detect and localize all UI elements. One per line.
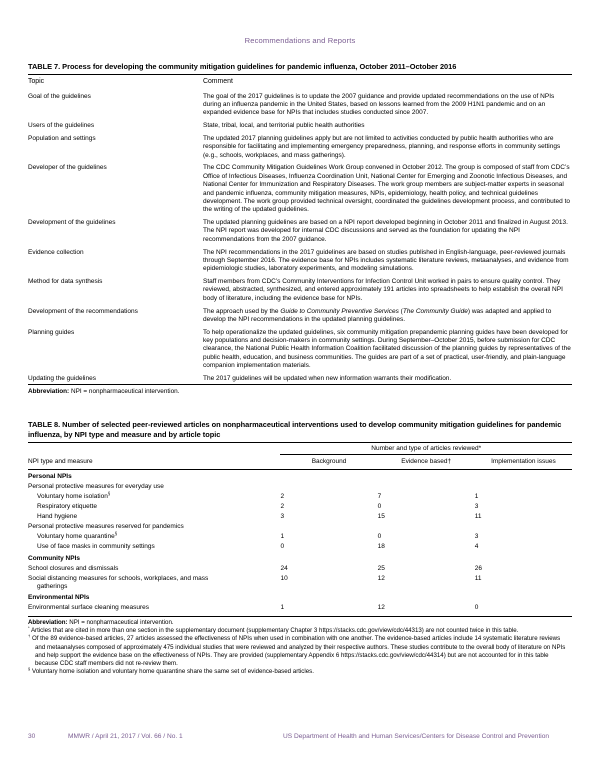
row-sub-label: Environmental surface cleaning measures [28,604,150,612]
row-value [280,522,377,532]
row-value [378,522,475,532]
footnote-marker-dagger: † [28,633,31,639]
table-7-comment: The 2017 guidelines will be updated when new information warrants their modification. [203,374,452,382]
footnote-marker: § [114,531,118,537]
row-sub-label: School closures and dismissals [28,564,119,572]
table-7-header-topic: Topic [28,75,203,90]
row-value [378,482,475,492]
row-group-label: Personal NPIs [28,472,72,480]
table-8-block [28,420,572,677]
table-8-caption: TABLE 8. Number of selected peer-reviewed articles on nonpharmaceutical interventions used to develop community mitigation guidelines for pandemic influenza, by NPI type and measure and by article topic [28,419,562,439]
table-row [28,532,572,542]
table-8-header-label: NPI type and measure [28,457,93,465]
table-row [28,119,572,132]
comment-italic-community-guide: The Community Guide [402,307,468,315]
row-value [475,482,572,492]
row-item-label: Respiratory etiquette [37,502,97,510]
table-7-header-comment: Comment [203,75,572,90]
row-value-background: 10 [280,574,288,582]
table-7-topic: Users of the guidelines [28,122,95,130]
abbreviation-text: NPI = nonpharmaceutical intervention. [69,387,180,395]
footnote-marker-asterisk: * [28,625,30,631]
row-value-background: 0 [280,543,285,551]
row-value-evidence: 0 [377,533,382,541]
running-head: Recommendations and Reports [244,36,356,45]
table-7-abbreviation [28,385,572,396]
row-sub-label-wrapped [28,574,280,592]
table-7-topic: Goal of the guidelines [28,92,91,100]
table-8-abbreviation [28,619,572,627]
comment-part: ) was adapted and applied to develop the NPI recommendations in the updated planning guidelines. [203,307,552,323]
row-value-implementation: 11 [474,574,482,582]
row-value-background: 1 [280,533,285,541]
table-row [28,564,572,574]
table-row [28,89,572,119]
table-row [28,574,572,592]
comment-part: ( [398,307,403,315]
row-value-evidence: 0 [377,502,382,510]
table-7-comment: Staff members from CDC’s Community Interventions for Infection Control Unit worked in pairs to ensure quality control. They reviewed, abstracted, synthesized, and entered approximately 191 articles into spreadsheets to help establish the overall NPI body of literature, including the evidence base for NPIs. [203,278,563,302]
row-item-text: Voluntary home isolation [37,492,108,500]
row-value [475,471,572,482]
comment-part: The approach used by the [203,307,281,315]
table-8-header-evidence-based: Evidence based† [401,457,452,465]
row-value-evidence: 15 [377,513,385,521]
table-7-topic: Method for data synthesis [28,278,103,286]
footnote-section [28,668,572,676]
row-value-implementation: 4 [474,543,479,551]
row-item-label: Use of face masks in community settings [37,543,155,551]
row-value-implementation: 0 [474,604,479,612]
row-value-implementation: 26 [474,564,483,572]
table-8-header-background: Background [311,457,347,465]
table-7-header-row [28,75,572,90]
footer-agency: US Department of Health and Human Services/Centers for Disease Control and Prevention [283,733,550,740]
page-content [28,62,572,677]
table-7-topic: Population and settings [28,134,96,142]
footnote-text: Of the 89 evidence-based articles, 27 articles assessed the effectiveness of NPIs when used in combination with one another. The evidence-based articles include 14 systematic literature reviews and metaanalyses composed of approximately 475 individual studies that were reviewed and analyzed by their respective authors. These studies contribute to the overall body of literature on NPIs and help support the evidence base on the effectiveness of NPIs. They are provided (supplementary Appendix 6 https://stacks.cdc.gov/view/cdc/44314) but are not accounted for in this table because CDC staff members did not re-review them. [31,635,566,668]
table-7-topic: Developer of the guidelines [28,164,107,172]
table-row [28,592,572,603]
footnote-marker: § [107,490,111,496]
row-value-implementation: 11 [474,513,482,521]
row-value [475,592,572,603]
table-row [28,471,572,482]
row-value [475,553,572,564]
row-value-background: 1 [280,604,285,612]
table-7-comment: The updated 2017 planning guidelines apply but are not limited to activities conducted by public health authorities who are responsible for facilitating and implementing emergency preparedness, planning, and response efforts in community settings (e.g., schools, workplaces, and mass gatherings). [203,134,561,159]
table-7-comment: The updated planning guidelines are based on a NPI report developed beginning in October 2011 and finalized in August 2013. The NPI report was developed for internal CDC discussions and served as the foundation for updating the NPI recommendations from the 2007 guidance. [203,219,568,243]
table-row [28,502,572,512]
abbreviation-text: NPI = nonpharmaceutical intervention. [67,618,174,626]
table-row [28,275,572,305]
row-value-background: 24 [280,564,288,572]
table-8-header-row [28,457,572,469]
row-item-label: Hand hygiene [37,513,78,521]
table-7-topic: Updating the guidelines [28,374,96,382]
footer-citation: MMWR / April 21, 2017 / Vol. 66 / No. 1 [68,733,183,740]
table-8-span-header [280,442,572,457]
table-row [28,492,572,502]
table-row [28,245,572,275]
table-7-comment: The goal of the 2017 guidelines is to update the 2007 guidance and provide updated recommendations on the use of NPIs during an influenza pandemic in the United States, based on lessons learned from the 2009 H1N1 pandemic and on an expanded evidence base for NPIs that includes studies conducted since 2007. [203,92,555,117]
table-7-topic: Evidence collection [28,248,84,256]
table-7-comment-rich [203,304,572,325]
table-7-topic: Development of the recommendations [28,307,138,315]
table-row [28,372,572,385]
comment-italic-guide: Guide to Community Preventive Services [280,307,399,315]
row-value-background: 3 [280,513,285,521]
abbreviation-label: Abbreviation: [28,387,70,395]
table-row [28,512,572,522]
footer-page-number: 30 [28,733,36,740]
row-value-background: 2 [280,502,285,510]
table-row [28,542,572,552]
row-value-implementation: 3 [474,502,479,510]
row-item-label [28,532,280,542]
row-sub-label: Personal protective measures for everyday use [28,482,164,490]
row-value [280,553,377,564]
table-8-span-header-text: Number and type of articles reviewed* [280,445,572,456]
row-item-text: Voluntary home quarantine [37,533,115,541]
footnote-dagger [28,635,572,668]
table-8-span-spacer [28,442,280,457]
table-7-caption: TABLE 7. Process for developing the community mitigation guidelines for pandemic influenza, October 2011–October 2016 [28,62,457,71]
row-group-label: Environmental NPIs [28,594,90,602]
row-value [378,553,475,564]
abbreviation-label: Abbreviation: [28,618,68,626]
row-value [475,522,572,532]
row-value-evidence: 18 [377,543,385,551]
table-8-notes [28,617,572,677]
table-row [28,553,572,564]
table-8 [28,442,572,614]
table-7-block [28,62,572,396]
row-value-evidence: 12 [377,604,385,612]
row-item-label [28,492,280,502]
row-group-label: Community NPIs [28,554,81,562]
table-row [28,325,572,371]
table-8-header-implementation-issues: Implementation issues [491,457,556,465]
table-row [28,161,572,216]
table-row [28,522,572,532]
table-row [28,603,572,613]
footnote-text: Voluntary home isolation and voluntary home quarantine share the same set of evidence-based articles. [31,668,314,676]
row-value-evidence: 12 [377,574,385,582]
table-7-comment: State, tribal, local, and territorial public health authorities [203,122,365,130]
row-value-implementation: 1 [474,492,479,500]
row-value [378,592,475,603]
footnote-text: Articles that are cited in more than one section in the supplementary document (supplementary Chapter 3 https://stacks.cdc.gov/view/cdc/44313) are not counted twice in this table. [30,627,519,635]
table-7-comment: The NPI recommendations in the 2017 guidelines are based on studies published in English-language, peer-reviewed journals through September 2016. The evidence base for NPIs includes systematic literature reviews, metaanalyses, and evidence from epidemiologic studies, laboratory experiments, and modeling simulations. [203,248,569,273]
row-value-evidence: 7 [377,492,382,500]
row-value [280,471,377,482]
table-7-topic: Planning guides [28,328,75,336]
row-value-implementation: 3 [474,533,479,541]
row-value [378,471,475,482]
row-sub-line2: gatherings [37,583,68,591]
table-7-comment: To help operationalize the updated guidelines, six community mitigation prepandemic planning guides have been developed for key populations and decision-makers in community settings. During September–October 2015, before submission for CDC clearance, the National Public Health Information Coalition facilitated discussion of the planning guides by representatives of the public health, education, and business communities. The guides are part of a set of practical, user-friendly, and plain-language companion implementation materials. [203,328,571,370]
table-row [28,132,572,162]
table-7-topic: Development of the guidelines [28,219,116,227]
table-row [28,304,572,325]
row-value [280,482,377,492]
row-value-background: 2 [280,492,285,500]
row-sub-line1: Social distancing measures for schools, workplaces, and mass [28,574,209,582]
row-value [280,592,377,603]
table-row [28,216,572,246]
table-7-comment: The CDC Community Mitigation Guidelines Work Group convened in October 2012. The group is composed of staff from CDC’s Office of Infectious Diseases, Influenza Coordination Unit, National Center for Emerging and Zoonotic Infectious Diseases, and National Center for Immunization and Respiratory Diseases. The work group members are subject-matter experts in seasonal and pandemic influenza, community mitigation measures, NPIs, epidemiology, health policy, and technical guidelines development. The work group provided technical oversight, coordinated the guidelines development process, and contributed to the writing of the updated guidelines. [203,164,570,214]
row-sub-label: Personal protective measures reserved for pandemics [28,523,184,531]
table-7 [28,74,572,384]
footnote-marker-section: § [28,666,31,672]
table-8-span-header-row [28,442,572,457]
row-value-evidence: 25 [377,564,385,572]
page-footer [28,733,572,740]
